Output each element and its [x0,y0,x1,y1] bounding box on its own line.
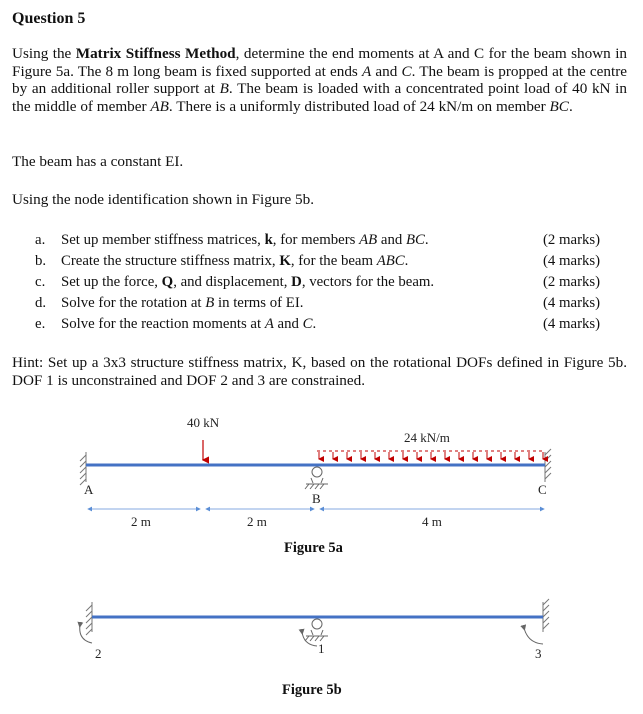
task-marks: (2 marks) [543,232,601,248]
task-marks: (4 marks) [543,295,601,311]
dof-2-label: 2 [95,646,102,661]
task-item: e. Solve for the reaction moments at A and C. (4 marks) [35,314,625,335]
roller-support-b-icon [305,467,328,489]
node-c-label: C [538,482,547,497]
node-id-statement: Using the node identification shown in Figure 5b. [12,191,315,208]
task-marks: (4 marks) [543,316,601,332]
fixed-support-c-icon [543,599,549,632]
dof-1-label: 1 [318,641,325,656]
figure-5a-caption: Figure 5a [284,540,343,556]
task-item: a. Set up member stiffness matrices, k, for members AB and BC. (2 marks) [35,230,625,251]
task-item: d. Solve for the rotation at B in terms of EI. (4 marks) [35,293,625,314]
dim-ab-right: 2 m [247,514,267,529]
task-item: b. Create the structure stiffness matrix, K, for the beam ABC. (4 marks) [35,251,625,272]
task-marks: (2 marks) [543,274,601,290]
figure-5b [80,599,549,698]
dof-3-rotation-icon [524,628,543,644]
roller-support-b-icon [305,619,328,641]
figure-5a [80,415,551,556]
task-item: c. Set up the force, Q, and displacement, D, vectors for the beam. (2 marks) [35,272,625,293]
hint-text: Hint: Set up a 3x3 structure stiffness matrix, K, based on the rotational DOFs defined in Figure 5b. DOF 1 is unconstrained and DOF 2 and 3 are constrained. [12,354,627,389]
node-b-label: B [312,491,321,506]
task-marks: (4 marks) [543,253,601,269]
fixed-support-a-icon [80,452,86,485]
point-load-label: 40 kN [187,415,220,430]
dim-ab-left: 2 m [131,514,151,529]
udl-label: 24 kN/m [404,430,450,445]
dof-3-label: 3 [535,646,542,661]
dim-bc: 4 m [422,514,442,529]
fixed-support-c-icon [545,449,551,482]
dof-1-rotation-icon [302,632,317,646]
node-a-label: A [84,482,94,497]
ei-statement: The beam has a constant EI. [12,153,184,170]
figure-5b-caption: Figure 5b [282,682,342,698]
intro-paragraph: Using the Matrix Stiffness Method, determine the end moments at A and C for the beam shown in Figure 5a. The 8 m long beam is fixed supported at ends A and C. The beam is propped at the centre by an additional roller support at B. The beam is loaded with a concentrated point load of 40 kN in the middle of member AB. There is a uniformly distributed load of 24 kN/m on member BC. [12,45,628,115]
fixed-support-a-icon [86,602,92,635]
udl-load [317,451,545,459]
question-title: Question 5 [12,10,86,27]
dof-2-rotation-icon [80,625,92,643]
